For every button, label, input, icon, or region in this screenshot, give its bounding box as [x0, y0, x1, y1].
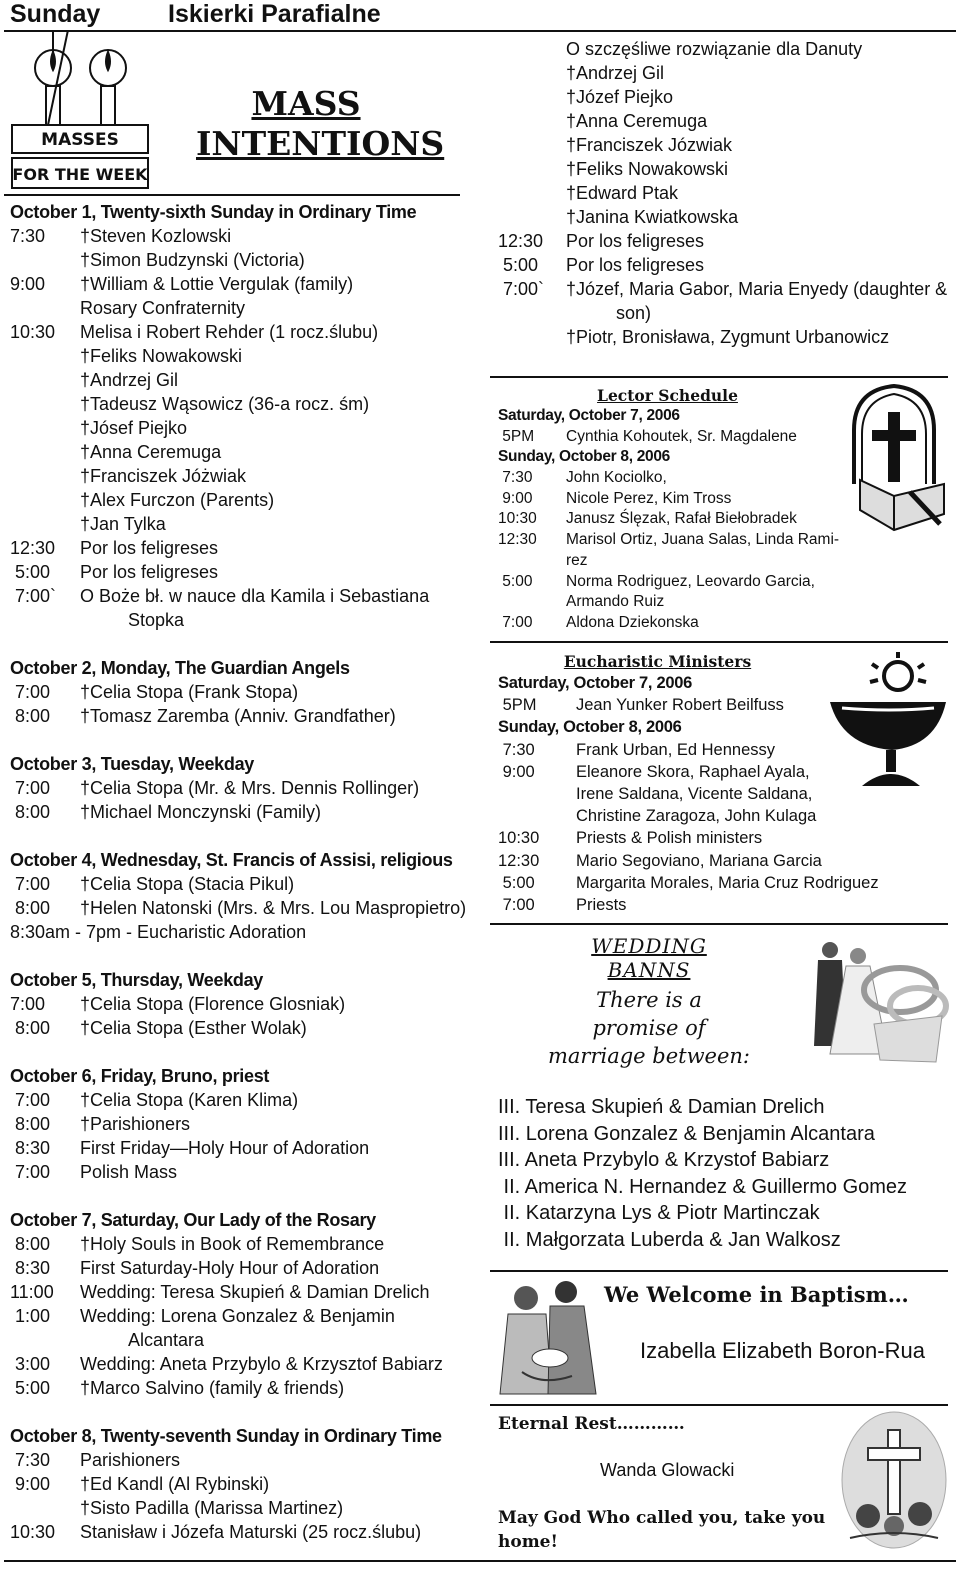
svg-text:MASSES: MASSES	[41, 130, 119, 150]
row-text: rez	[566, 551, 588, 569]
intention-row	[10, 1328, 480, 1352]
row-time: 8:30	[10, 1138, 51, 1158]
row-time: 5:00	[498, 255, 539, 275]
row-text: Armando Ruiz	[566, 593, 665, 611]
rule-before-eucharistic	[490, 641, 948, 643]
row-text: †Józef Piejko	[566, 87, 674, 107]
wedding-couple: III. Lorena Gonzalez & Benjamin Alcantara	[498, 1122, 875, 1145]
row-text: First Saturday-Holy Hour of Adoration	[80, 1258, 380, 1278]
row-text: Wedding: Aneta Przybylo & Krzysztof Babiarz	[80, 1354, 443, 1374]
intention-row	[498, 468, 838, 489]
row-time: 5:00	[10, 1378, 51, 1398]
intention-row	[498, 229, 948, 253]
mass-title-line-2: INTENTIONS	[196, 124, 445, 163]
intention-row	[10, 1112, 480, 1136]
row-text: †Helen Natonski (Mrs. & Mrs. Lou Maspropietro)	[80, 898, 467, 918]
row-time: 12:30	[10, 538, 56, 558]
row-time: 7:30	[498, 469, 533, 487]
day-heading-text: October 7, Saturday, Our Lady of the Rosary	[10, 1210, 376, 1230]
intention-row	[10, 296, 480, 320]
row-time: 7:30	[498, 740, 535, 759]
row-text: Eleanore Skora, Raphael Ayala,	[576, 762, 810, 781]
row-time: 5:00	[498, 572, 533, 590]
intention-row	[10, 920, 480, 944]
chalice-host-icon	[826, 650, 950, 790]
intention-row	[498, 509, 838, 530]
row-time: 8:00	[10, 802, 51, 822]
row-text: O szczęśliwe rozwiązanie dla Danuty	[566, 39, 863, 59]
intention-row	[498, 551, 838, 572]
eternal-rest-name: Wanda Glowacki	[600, 1460, 735, 1480]
mass-intentions-list	[10, 200, 480, 1544]
row-text: †William & Lottie Vergulak (family)	[80, 274, 354, 294]
spacer	[10, 632, 480, 656]
promise-line-2: promise of	[592, 1016, 706, 1040]
intention-row	[498, 489, 838, 510]
row-text: †Anna Ceremuga	[80, 442, 222, 462]
intention-row	[10, 368, 480, 392]
intention-row	[498, 109, 948, 133]
masses-for-the-week-logo	[8, 30, 152, 192]
intention-row	[10, 1088, 480, 1112]
day-heading-text: October 3, Tuesday, Weekday	[10, 754, 254, 774]
wedding-couple: III. Teresa Skupień & Damian Drelich	[498, 1096, 825, 1118]
row-text: †Jósef Piejko	[80, 418, 188, 438]
intention-row	[498, 133, 948, 157]
row-text: †Franciszek Józwiak	[566, 135, 733, 155]
row-text: Aldona Dziekonska	[566, 613, 699, 631]
intention-row	[498, 85, 948, 109]
intention-row	[10, 464, 480, 488]
row-time: 5:00	[498, 873, 535, 892]
intention-row	[10, 272, 480, 296]
row-time: 7:00	[10, 682, 51, 702]
row-text: 8:30am - 7pm - Eucharistic Adoration	[10, 922, 307, 942]
row-text: Norma Rodriguez, Leovardo Garcia,	[566, 572, 815, 590]
spacer	[10, 824, 480, 848]
row-text: †Feliks Nowakowski	[80, 346, 243, 366]
intention-row	[10, 1352, 480, 1376]
intention-row	[498, 894, 938, 916]
intention-row	[10, 776, 480, 800]
row-text: Por los feligreses	[80, 562, 219, 582]
intention-row	[10, 1016, 480, 1040]
intention-row	[10, 608, 480, 632]
row-time: 9:00	[498, 762, 535, 781]
row-text: Parishioners	[80, 1450, 181, 1470]
row-text: †Celia Stopa (Stacia Pikul)	[80, 874, 295, 894]
row-text: †Celia Stopa (Mr. & Mrs. Dennis Rollinger)	[80, 778, 420, 798]
intention-row	[498, 205, 948, 229]
intention-row	[10, 1448, 480, 1472]
day-heading	[10, 200, 480, 224]
row-text: Priests	[576, 895, 627, 914]
grave-cross-flowers-image	[840, 1410, 948, 1550]
row-time: 7:00	[10, 994, 46, 1014]
intention-row	[10, 512, 480, 536]
row-text: Wedding: Lorena Gonzalez & Benjamin	[80, 1306, 395, 1326]
row-time: 8:00	[10, 1234, 51, 1254]
intention-row	[498, 277, 948, 301]
row-text: Por los feligreses	[80, 538, 219, 558]
row-text: †Celia Stopa (Florence Glosniak)	[80, 994, 346, 1014]
row-text: †Andrzej Gil	[566, 63, 665, 83]
row-time: 5PM	[498, 427, 535, 445]
row-time: 11:00	[10, 1282, 54, 1302]
day-heading-text: October 1, Twenty-sixth Sunday in Ordinary Time	[10, 202, 417, 222]
baptism-title: We Welcome in Baptism…	[604, 1282, 909, 1307]
row-text: Melisa i Robert Rehder (1 rocz.ślubu)	[80, 322, 379, 342]
row-text: Cynthia Kohoutek, Sr. Magdalene	[566, 427, 797, 445]
wedding-couple: II. Katarzyna Lys & Piotr Martinczak	[498, 1202, 820, 1224]
day-heading	[10, 968, 480, 992]
row-text: son)	[616, 303, 652, 323]
row-text: †Alex Furczon (Parents)	[80, 490, 275, 510]
eucharistic-ministers-title: Eucharistic Ministers	[563, 652, 752, 671]
row-text: †Ed Kandl (Al Rybinski)	[80, 1474, 270, 1494]
promise-line-1: There is a	[596, 988, 702, 1012]
intention-row	[10, 1496, 480, 1520]
intention-row	[498, 427, 838, 448]
row-text: †Jan Tylka	[80, 514, 166, 534]
row-time: 7:00	[498, 613, 533, 631]
row-time: 12:30	[498, 851, 540, 870]
intention-row	[10, 704, 480, 728]
spacer	[10, 1184, 480, 1208]
intention-row	[498, 530, 838, 551]
row-time: 7:00	[10, 1162, 51, 1182]
row-time: 7:00	[10, 1090, 51, 1110]
intention-row	[10, 224, 480, 248]
day-heading-text: October 6, Friday, Bruno, priest	[10, 1066, 270, 1086]
day-heading	[10, 752, 480, 776]
row-time: 9:00	[10, 1474, 51, 1494]
day-heading-text: October 5, Thursday, Weekday	[10, 970, 264, 990]
church-window-bible-icon	[840, 384, 948, 534]
lector-schedule-list	[498, 406, 838, 634]
intention-row	[10, 1376, 480, 1400]
intention-row	[10, 416, 480, 440]
row-time: 5:00	[10, 562, 51, 582]
footer-rule	[4, 1560, 956, 1562]
row-time: 8:00	[10, 1018, 51, 1038]
bride-groom-rings-image	[800, 936, 950, 1066]
row-time: 7:00	[10, 874, 51, 894]
intention-row	[10, 992, 480, 1016]
row-text: †Holy Souls in Book of Remembrance	[80, 1234, 385, 1254]
intention-row	[498, 872, 938, 894]
intention-row	[498, 181, 948, 205]
day-heading-text: Saturday, October 7, 2006	[498, 674, 692, 692]
row-text: Irene Saldana, Vicente Saldana,	[576, 784, 813, 803]
intention-row	[10, 1256, 480, 1280]
wedding-couple: II. Małgorzata Luberda & Jan Walkosz	[498, 1228, 841, 1251]
row-time: 9:00	[498, 489, 533, 507]
day-heading-text: October 8, Twenty-seventh Sunday in Ordinary Time	[10, 1426, 442, 1446]
row-time: 3:00	[10, 1354, 51, 1374]
prayer-line-2: home!	[498, 1532, 558, 1552]
day-heading-text: October 4, Wednesday, St. Francis of Assisi, religious	[10, 850, 453, 870]
row-text: Christine Zaragoza, John Kulaga	[576, 807, 817, 826]
intention-row	[498, 592, 838, 613]
intention-row	[10, 872, 480, 896]
row-text: †Piotr, Bronisława, Zygmunt Urbanowicz	[566, 327, 890, 347]
row-text: Marisol Ortiz, Juana Salas, Linda Rami-	[566, 531, 840, 549]
rule-before-wedding	[490, 923, 948, 925]
intention-row	[10, 344, 480, 368]
row-time: 8:30	[10, 1258, 51, 1278]
rule-before-lector	[490, 376, 948, 378]
row-text: Stanisław i Józefa Maturski (25 rocz.ślubu)	[80, 1522, 422, 1542]
row-text: O Boże bł. w nauce dla Kamila i Sebastiana	[80, 586, 430, 606]
wedding-banns-title: WEDDING BANNS	[591, 934, 707, 982]
row-text: †Celia Stopa (Esther Wolak)	[80, 1018, 307, 1038]
row-time: 7:00`	[10, 586, 57, 606]
row-time: 7:00	[10, 778, 51, 798]
day-heading	[10, 848, 480, 872]
prayer-line-1: May God Who called you, take you	[498, 1508, 826, 1528]
intention-row	[10, 680, 480, 704]
row-text: First Friday—Holy Hour of Adoration	[80, 1138, 370, 1158]
intention-row	[10, 560, 480, 584]
row-text: Por los feligreses	[566, 231, 705, 251]
spacer	[10, 944, 480, 968]
wedding-couple: II. America N. Hernandez & Guillermo Gomez	[498, 1175, 908, 1198]
rule-before-eternal-rest	[490, 1404, 948, 1406]
spacer	[10, 728, 480, 752]
row-text: †Marco Salvino (family & friends)	[80, 1378, 345, 1398]
intention-row	[498, 805, 938, 827]
row-time: 8:00	[10, 1114, 51, 1134]
row-text: †Józef, Maria Gabor, Maria Enyedy (daughter &	[566, 279, 948, 299]
row-time: 10:30	[498, 510, 537, 528]
intention-row	[498, 253, 948, 277]
intention-row	[10, 1472, 480, 1496]
intention-row	[10, 800, 480, 824]
row-text: †Andrzej Gil	[80, 370, 179, 390]
day-heading-text: October 2, Monday, The Guardian Angels	[10, 658, 350, 678]
intention-row	[10, 1232, 480, 1256]
row-text: Mario Segoviano, Mariana Garcia	[576, 851, 822, 870]
intention-row	[498, 325, 948, 349]
row-text: Janusz Ślęzak, Rafał Biełobradek	[566, 510, 797, 528]
row-text: †Parishioners	[80, 1114, 191, 1134]
rule-before-baptism	[490, 1270, 948, 1272]
row-text: Por los feligreses	[566, 255, 705, 275]
row-time: 10:30	[498, 829, 540, 848]
day-heading	[498, 406, 838, 427]
intention-row	[10, 896, 480, 920]
row-text: Frank Urban, Ed Hennessy	[576, 740, 776, 759]
row-text: Rosary Confraternity	[80, 298, 246, 318]
intention-row	[10, 1520, 480, 1544]
day-heading	[10, 1208, 480, 1232]
intention-row	[10, 440, 480, 464]
row-text: Nicole Perez, Kim Tross	[566, 489, 732, 507]
row-text: Stopka	[128, 610, 185, 630]
spacer	[10, 1400, 480, 1424]
row-text: Jean Yunker Robert Beilfuss	[576, 696, 784, 715]
day-heading-text: Sunday, October 8, 2006	[498, 448, 670, 466]
row-text: Margarita Morales, Maria Cruz Rodriguez	[576, 873, 879, 892]
row-text: †Sisto Padilla (Marissa Martinez)	[80, 1498, 344, 1518]
left-top-rule	[4, 194, 460, 196]
wedding-couples-list	[498, 1094, 948, 1253]
intention-row	[498, 157, 948, 181]
row-time: 7:00	[498, 895, 535, 914]
header-day: Sunday	[10, 0, 101, 28]
row-text: Wedding: Teresa Skupień & Damian Drelich	[80, 1282, 430, 1302]
wedding-promise-text	[534, 986, 764, 1070]
intention-row	[498, 572, 838, 593]
header-title: Iskierki Parafialne	[168, 0, 381, 28]
row-time: 8:00	[10, 706, 51, 726]
day-heading-text: Saturday, October 7, 2006	[498, 407, 680, 424]
row-time: 12:30	[498, 531, 537, 549]
row-text: †Celia Stopa (Karen Klima)	[80, 1090, 299, 1110]
row-text: †Steven Kozlowski	[80, 226, 232, 246]
row-text: †Anna Ceremuga	[566, 111, 708, 131]
intention-row	[10, 1160, 480, 1184]
mass-intentions-title	[196, 84, 445, 164]
intention-row	[10, 1304, 480, 1328]
row-text: John Kociolko,	[566, 469, 667, 487]
row-time: 10:30	[10, 1522, 56, 1542]
intention-row	[10, 248, 480, 272]
row-time: 9:00	[10, 274, 46, 294]
intention-row	[10, 392, 480, 416]
row-text: Priests & Polish ministers	[576, 829, 763, 848]
row-text: †Celia Stopa (Frank Stopa)	[80, 682, 299, 702]
row-time: 7:00`	[498, 279, 545, 299]
row-time: 5PM	[498, 696, 537, 715]
intention-row	[10, 1136, 480, 1160]
day-heading	[10, 656, 480, 680]
lector-schedule-title: Lector Schedule	[597, 386, 738, 405]
intention-row	[10, 584, 480, 608]
row-text: †Edward Ptak	[566, 183, 679, 203]
svg-text:FOR THE WEEK: FOR THE WEEK	[12, 165, 148, 184]
intention-row	[10, 488, 480, 512]
mass-title-line-1: MASS	[251, 84, 361, 123]
row-time: 7:30	[10, 226, 46, 246]
intention-row	[498, 827, 938, 849]
row-text: †Franciszek Jóżwiak	[80, 466, 247, 486]
baptism-family-image	[492, 1276, 602, 1400]
row-time: 12:30	[498, 231, 544, 251]
row-text: †Feliks Nowakowski	[566, 159, 729, 179]
row-time: 7:30	[10, 1450, 51, 1470]
row-text: †Michael Monczynski (Family)	[80, 802, 322, 822]
day-heading-text: Sunday, October 8, 2006	[498, 718, 682, 737]
mass-intentions-continued	[498, 37, 948, 349]
eternal-rest-prayer	[498, 1506, 825, 1554]
wedding-couple: III. Aneta Przybylo & Krzystof Babiarz	[498, 1149, 830, 1171]
row-text: Polish Mass	[80, 1162, 178, 1182]
baptism-name: Izabella Elizabeth Boron-Rua	[640, 1338, 925, 1363]
row-time: 8:00	[10, 898, 51, 918]
day-heading	[498, 447, 838, 468]
intention-row	[10, 320, 480, 344]
intention-row	[498, 37, 948, 61]
intention-row	[10, 536, 480, 560]
row-time: 1:00	[10, 1306, 51, 1326]
spacer	[10, 1040, 480, 1064]
row-time: 10:30	[10, 322, 56, 342]
intention-row	[498, 301, 948, 325]
intention-row	[498, 613, 838, 634]
intention-row	[10, 1280, 480, 1304]
day-heading	[10, 1424, 480, 1448]
eternal-rest-title: Eternal Rest…………	[498, 1414, 685, 1434]
row-text: †Janina Kwiatkowska	[566, 207, 739, 227]
intention-row	[498, 850, 938, 872]
promise-line-3: marriage between:	[547, 1044, 751, 1068]
row-text: †Tadeusz Wąsowicz (36-a rocz. śm)	[80, 394, 370, 414]
day-heading	[10, 1064, 480, 1088]
intention-row	[498, 61, 948, 85]
row-text: †Simon Budzynski (Victoria)	[80, 250, 305, 270]
row-text: †Tomasz Zaremba (Anniv. Grandfather)	[80, 706, 396, 726]
row-text: Alcantara	[128, 1330, 205, 1350]
